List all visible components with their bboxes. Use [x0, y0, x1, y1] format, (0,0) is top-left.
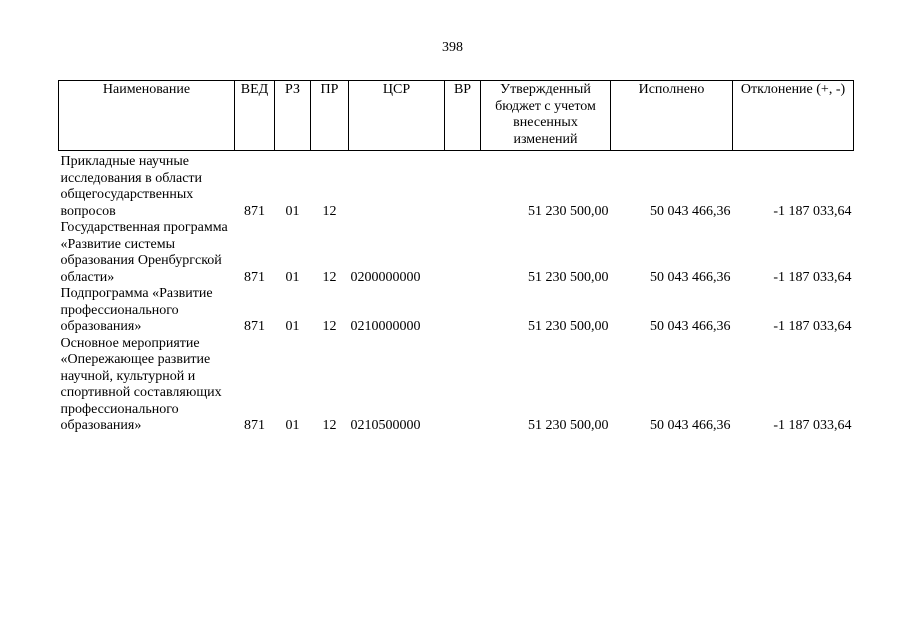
row-csr: [349, 151, 445, 221]
row-pr: 12: [322, 418, 337, 433]
row-ved: 871: [244, 269, 265, 285]
table-row: [59, 220, 854, 286]
row-deviation: -1 187 033,64: [773, 269, 852, 285]
row-csr: 0210000000: [350, 319, 421, 334]
row-rz: 01: [285, 269, 300, 285]
row-rz: 01: [285, 319, 300, 334]
header-ved: ВЕД: [235, 81, 275, 151]
table-row: [59, 336, 854, 435]
row-csr: 0200000000: [350, 269, 421, 285]
row-vr: [445, 151, 481, 221]
row-approved: 51 230 500,00: [528, 319, 609, 334]
row-name: Прикладные научные исследования в области общегосударственных вопросов: [60, 154, 203, 219]
row-pr: 12: [322, 203, 337, 219]
table-row: [59, 151, 854, 221]
header-pr: ПР: [311, 81, 349, 151]
row-deviation: -1 187 033,64: [773, 418, 852, 433]
row-deviation: -1 187 033,64: [773, 203, 852, 219]
row-executed: 50 043 466,36: [650, 269, 731, 285]
header-approved-budget: Утвержденный бюджет с учетом внесенных изменений: [481, 81, 611, 151]
row-ved: 871: [244, 203, 265, 219]
row-approved: 51 230 500,00: [528, 203, 609, 219]
row-deviation: -1 187 033,64: [773, 319, 852, 334]
budget-execution-table: [58, 80, 854, 435]
row-pr: 12: [322, 269, 337, 285]
row-vr: [445, 336, 481, 435]
header-deviation: Отклонение (+, -): [733, 81, 854, 151]
row-executed: 50 043 466,36: [650, 203, 731, 219]
row-rz: 01: [285, 418, 300, 433]
page-number: 398: [442, 40, 463, 55]
header-csr: ЦСР: [349, 81, 445, 151]
row-ved: 871: [244, 319, 265, 334]
row-csr: 0210500000: [350, 418, 421, 433]
header-vr: ВР: [445, 81, 481, 151]
table-body: [59, 151, 854, 435]
row-name: Государственная программа «Развитие системы образования Оренбургской области»: [60, 220, 228, 285]
table-row: [59, 286, 854, 336]
row-executed: 50 043 466,36: [650, 319, 731, 334]
row-name: Основное мероприятие «Опережающее развитие научной, культурной и спортивной составляющих профессионального образования»: [60, 335, 222, 433]
row-approved: 51 230 500,00: [528, 269, 609, 285]
row-approved: 51 230 500,00: [528, 418, 609, 433]
row-pr: 12: [322, 319, 337, 334]
row-vr: [445, 286, 481, 336]
header-name: Наименование: [59, 81, 235, 151]
row-ved: 871: [244, 418, 265, 433]
row-vr: [445, 220, 481, 286]
header-rz: РЗ: [275, 81, 311, 151]
table-header: [59, 81, 854, 151]
row-executed: 50 043 466,36: [650, 418, 731, 433]
header-executed: Исполнено: [611, 81, 733, 151]
row-name: Подпрограмма «Развитие профессионального образования»: [60, 286, 213, 334]
row-rz: 01: [285, 203, 300, 219]
